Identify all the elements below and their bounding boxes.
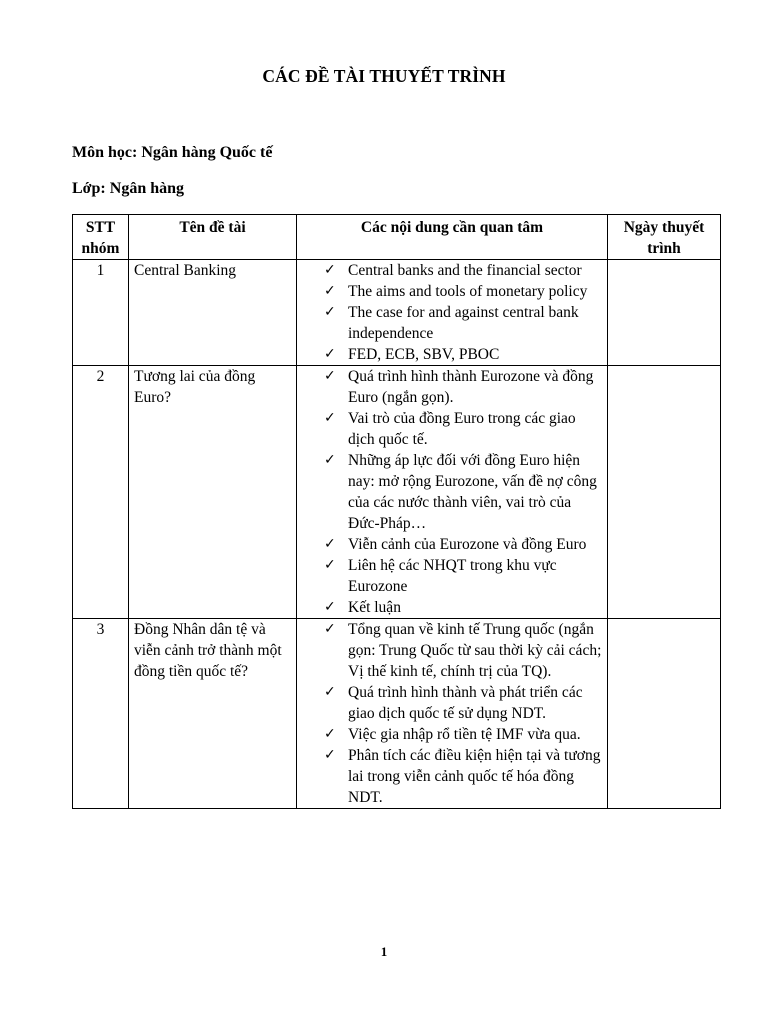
list-item [322, 281, 602, 302]
header-stt [73, 215, 129, 260]
list-item-text: Liên hệ các NHQT trong khu vực Eurozone [348, 557, 557, 595]
list-item-text: The case for and against central bank independence [348, 304, 579, 342]
header-date-line1: Ngày thuyết [623, 219, 705, 236]
topic-name: Đồng Nhân dân tệ và viễn cảnh trở thành một đồng tiền quốc tế? [129, 619, 297, 809]
header-stt-line1: STT [85, 219, 116, 236]
list-item-text: Quá trình hình thành và phát triển các giao dịch quốc tế sử dụng NDT. [348, 684, 583, 722]
presentation-date [608, 619, 721, 809]
check-icon: ✓ [324, 557, 336, 573]
contents-list [302, 366, 602, 618]
page-number: 1 [380, 944, 388, 959]
list-item [322, 682, 602, 724]
check-icon: ✓ [324, 726, 336, 742]
list-item [322, 534, 602, 555]
list-item [322, 408, 602, 450]
list-item [322, 745, 602, 808]
contents-list [302, 619, 602, 808]
list-item [322, 260, 602, 281]
table-row [73, 619, 721, 809]
check-icon: ✓ [324, 536, 336, 552]
check-icon: ✓ [324, 410, 336, 426]
check-icon: ✓ [324, 599, 336, 615]
header-topic: Tên đề tài [129, 215, 297, 260]
topic-contents [297, 260, 608, 366]
list-item-text: Việc gia nhập rổ tiền tệ IMF vừa qua. [348, 726, 581, 743]
check-icon: ✓ [324, 304, 336, 320]
topics-table [72, 214, 721, 809]
list-item [322, 450, 602, 534]
list-item [322, 724, 602, 745]
list-item [322, 597, 602, 618]
table-header-row [73, 215, 721, 260]
list-item-text: Những áp lực đối với đồng Euro hiện nay: mở rộng Eurozone, vấn đề nợ công của các nước thành viên, vai trò của Đức-Pháp… [348, 452, 597, 532]
header-contents: Các nội dung cần quan tâm [297, 215, 608, 260]
list-item [322, 619, 602, 682]
header-date [608, 215, 721, 260]
list-item-text: Tổng quan về kinh tế Trung quốc (ngắn gọn: Trung Quốc từ sau thời kỳ cải cách; Vị thế kinh tế, chính trị của TQ). [348, 621, 602, 680]
document-title: CÁC ĐỀ TÀI THUYẾT TRÌNH [262, 66, 506, 86]
list-item-text: Phân tích các điều kiện hiện tại và tương lai trong viễn cảnh quốc tế hóa đồng NDT. [348, 747, 601, 806]
group-number: 2 [73, 366, 129, 619]
topic-name: Central Banking [129, 260, 297, 366]
table-row [73, 366, 721, 619]
check-icon: ✓ [324, 368, 336, 384]
list-item-text: Central banks and the financial sector [348, 262, 582, 279]
check-icon: ✓ [324, 747, 336, 763]
topic-contents [297, 619, 608, 809]
list-item-text: Kết luận [348, 599, 401, 616]
check-icon: ✓ [324, 621, 336, 637]
header-date-line2: trình [647, 240, 681, 257]
check-icon: ✓ [324, 684, 336, 700]
table-row [73, 260, 721, 366]
topic-contents [297, 366, 608, 619]
list-item [322, 302, 602, 344]
check-icon: ✓ [324, 452, 336, 468]
list-item-text: FED, ECB, SBV, PBOC [348, 346, 500, 363]
list-item-text: The aims and tools of monetary policy [348, 283, 588, 300]
list-item-text: Vai trò của đồng Euro trong các giao dịch quốc tế. [348, 410, 576, 448]
presentation-date [608, 366, 721, 619]
topic-name: Tương lai của đồng Euro? [129, 366, 297, 619]
header-stt-line2: nhóm [81, 240, 120, 257]
class-line: Lớp: Ngân hàng [72, 180, 185, 197]
subject-line: Môn học: Ngân hàng Quốc tế [72, 144, 273, 161]
group-number: 3 [73, 619, 129, 809]
check-icon: ✓ [324, 283, 336, 299]
group-number: 1 [73, 260, 129, 366]
list-item-text: Viễn cảnh của Eurozone và đồng Euro [348, 536, 587, 553]
list-item [322, 344, 602, 365]
list-item [322, 366, 602, 408]
presentation-date [608, 260, 721, 366]
contents-list [302, 260, 602, 365]
check-icon: ✓ [324, 262, 336, 278]
list-item [322, 555, 602, 597]
list-item-text: Quá trình hình thành Eurozone và đồng Euro (ngắn gọn). [348, 368, 594, 406]
check-icon: ✓ [324, 346, 336, 362]
